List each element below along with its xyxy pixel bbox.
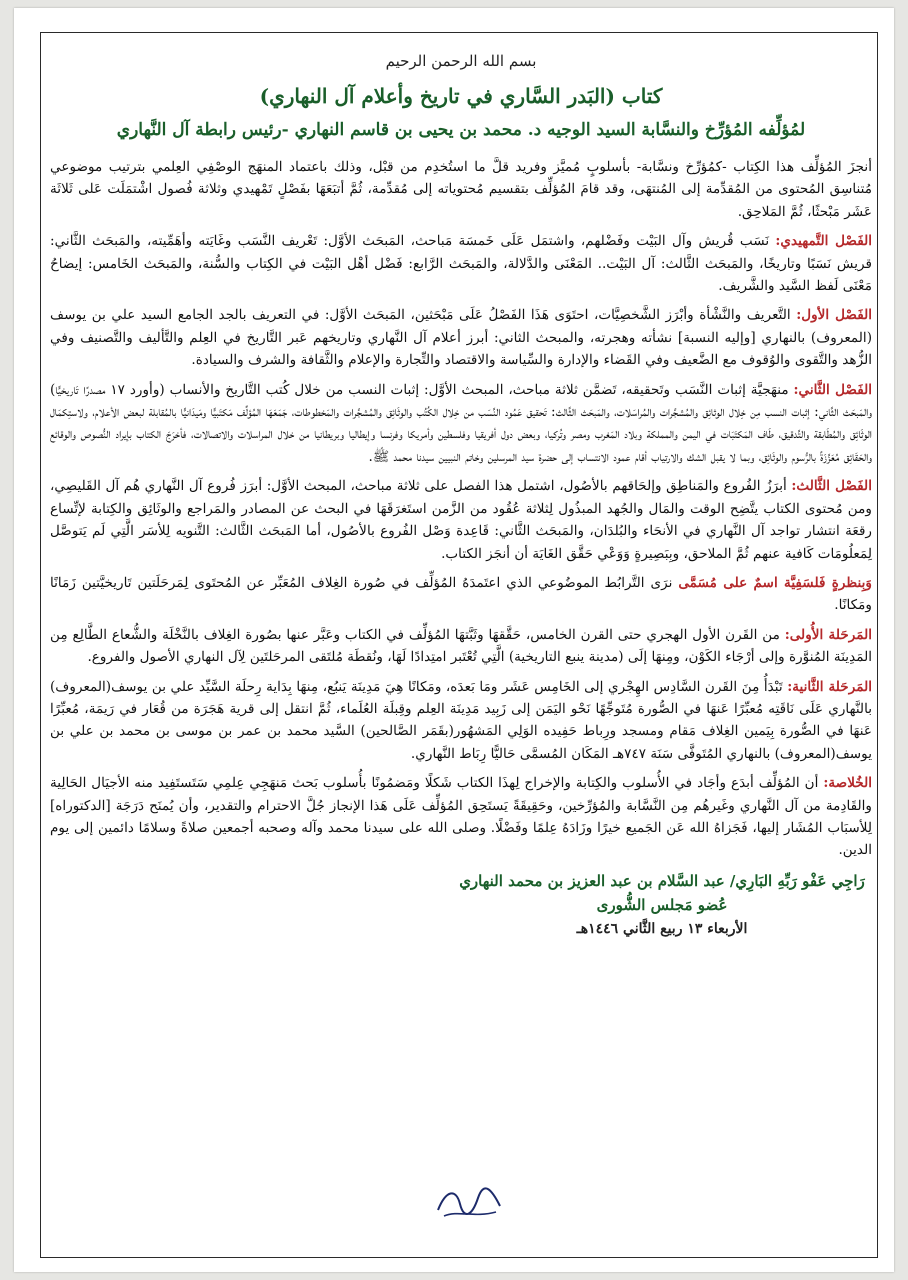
paragraph-summary [50, 772, 872, 862]
document-content [50, 38, 872, 941]
section-heading: المَرحَلة الأُولى: [784, 626, 873, 643]
section-heading: الفَصْل الثَّالث: [791, 478, 872, 495]
section-heading: الفَصْل التَّمهيدي: [775, 233, 872, 250]
section-heading: الفَصْل الأول: [796, 307, 872, 324]
document-sheet [14, 8, 894, 1272]
basmala: بسم الله الرحمن الرحيم [385, 52, 537, 70]
paragraph-stage-one [50, 624, 872, 669]
paragraph-intro [50, 156, 872, 223]
paragraph-text: أنجزَ المُؤلِّف هذا الكِتاب -كمُؤرِّخ ونسَّابة- بأسلوبٍ مُميَّز وفريد قلَّ ما استُخدِم من قبْل، وذلك باعتماد المنهَج الوصْفِي العِلمي بترتيب موضوعي مُتناسِق المُحتوى من المُقدِّمة إلى المُنتهَى، وقد قامَ المُؤلِّف بتقسيم مُحتوياته إلى مُقدِّمة، ثُمَّ أتبَعَهَا بفَصْلٍ تَمْهيدي وثلاثة فُصول اشْتمَلَت عَلى ثَلاثَة عَشَر مَبْحثًا، ثُمَّ المَلاحِق. [50, 159, 872, 220]
paragraph-text: نرَى التَّرابُط الموضُوعي الذي اعتَمدَهُ المُؤلِّف في صُورة الغِلاف المُعَبِّر عن المُحتَوى لِمَرحَلَتين تَاريخيَّتين زَمَانًا ومَكانًا. [50, 574, 872, 614]
paragraph-chapter-three [50, 475, 872, 565]
handwritten-signature [434, 1180, 504, 1224]
author-line: لمُؤلِّفه المُؤرِّخ والنسَّابة السيد الوجيه د. محمد بن يحيى بن قاسم النهاري -رئيس رابطة آل النَّهاري [116, 120, 806, 140]
signature-title: عُضو مَجلس الشُّورى [596, 895, 728, 914]
section-heading: الفَصْل الثَّاني: [793, 381, 872, 398]
section-heading: وَبِنظرةٍ فَلسَفِيَّة اسمٌ على مُسَمَّى [678, 574, 872, 591]
paragraph-text: أبرَزُ الفُروع والمَناطِق وإلحَاقهم بالأصُول، اشتمل هذا الفصل على ثلاثة مباحث، المبحث الأوَّل: أبرَز فُروع آل النَّهاري هُم آل القَليصِي، ومن مُحتوى الكتاب يتَّضِح الوقت والمَال والجُهد المبذُول لِثلاثة عُقُود من الزَّمن استَغرَقَهَا في البحث عن المصادر والمَراجع والوثَائِق والكِتابة لإتِّساع رقعَة انتشار تواجد آل النَّهاري في الأنحَاء والبُلدَان، والمَبحَث الثَّاني: قَاعِدة وَصْل الفُروع بالأصُول، أما المَبحَث الثَّالث: التَّنويه لِلأسَر الَّتِي لَم يَتوصَّل لِمَعلُومَات كَافية عنهم ثُمَّ الملاحق، وبِبَصِيرةٍ وَوَعْي حَقَّق الغَايَة أن أنجَز الكتاب. [50, 478, 873, 562]
section-heading: الخُلاصة: [823, 775, 872, 792]
section-heading: المَرحَلة الثَّانية: [787, 678, 872, 695]
paragraph-text: تَبْدَأُ مِنَ القَرن السَّادِس الهِجْري إلى الخَامِس عَشَر ومَا بَعدَه، ومَكانًا هِيَ مَدِينَة يَنبُع، مِنهَا بِدَاية رِحلَة السَّيِّد علي بن يوسف(المعروف) بالنَّهاري عَلَى نَاقَتِه مُعبِّرًا عَنهَا في الصُّورة مُتَوجِّهًا نَحْو اليَمَن إلى زَبِيد مَدِينَة العِلم وقِبلَة العُلَماء، ثُمَّ انتقل إلى قرية هَجَرَة من قُعَار في رَيمَة، مُعبِّرًا عَنهَا في الصُّورة بِيَمين الغِلاف مَقام ومسجد ورِباط حَفِيده الوَلِي المَشهُور(بقَمَر الصَّالحين) السَّيد محمد بن عمر بن موسى بن محمد بن علي بن يوسف(المعروف) بالنهاري المُتَوفَّى سَنَة ٧٤٧هـ المَكَان المُسمَّى حَاليًّا رِبَاط النَّهاري. [50, 678, 872, 762]
paragraph-text: منهَجيَّة إثبات النَّسَب وتَحقيقه، تَضمَّن ثلاثة مباحث، المبحث الأوَّل: إثبات النسب من خلال كُتب التَّاريخ والأنساب (وأورد ١٧ مصدرًا تَاريخيًّا) والمَبحَث الثَّاني: إثبات النسب مِن خِلال الوثائِق والمُشجَّرات والمُراسَلات، والمَبحَث الثَّالث: تَحقيق عَمُود النَّسَب من خِلال الكُتُب والوثَائِق والمُشجَّرات والمَخطوطات، جَمَعَهَا المُؤلِّف مَكتَبيًّا ومَيدَانيًّا بالمُقابلة لبعض الأعلام، ولاستِكمَال الوثَائِق والمُطَابقة والتَّدقيق، طَاف المَكتَبَات في اليمن والمملكة وبلاد المَغرب ومصر وتُركيا، وبعض دول أفريقيا وفلسطين وأمريكا وفرنسا وإيطاليا وبريطانيا من خلال المراسلات والاتصالات، فأخرَجَ الكتاب بإيراد النُّصوص والوقائع والحَقَائِق مُعَزَّزَةً بالرُّسوم والوثَائِق، وبما لا يقبل الشك والارتياب أقام عمود الانتساب إلى حضرة سيد المرسلين وخاتم النبيين سيدنا محمد ﷺ. [50, 381, 872, 465]
paragraph-text: نَسَب قُريش وآل البَيْت وفَضْلهم، واشتمَل عَلَى خَمسَة مَباحث، المَبحَث الأوَّل: تَعْريف النَّسَب وغَايَته وأهَمِّيته، والمَبحَث الثَّاني: قريش نَسَبًا وتاريخًا، والمَبحَث الثَّالث: آل البَيْت.. المَعْنَى والدَّلالة، والمَبحَث الرَّابع: فَضْل أهْل البَيْت في الكِتاب والسُّنة، والمَبحَث الخَامس: إيضاحُ مَعْنَى لَفظ السَّيد والشَّريف. [50, 233, 872, 295]
paragraph-chapter-one [50, 304, 872, 371]
paragraph-chapter-two [50, 379, 872, 469]
paragraph-text: من القَرن الأول الهجري حتى القرن الخامس، حَقَّقهَا وثَبَّتهَا المُؤلِّف في الكتاب وعَبَّر عنها بصُورة الغِلاف بالنَّخْلَة والشُّعاع الطَّالِع مِن المَدِينَة المُنوَّرة وإلى أرْجَاء الكَوْن، ومِنهَا إلَى (مدينة ينبع التاريخية) الَّتِي تُعْتَبر امتِدادًا لَهَا، ونُقطَة مُلتَقى المرحَلتَين لِآل النهاري الأصول والفروع. [50, 626, 872, 666]
book-title: كتاب (البَدر السَّاري في تاريخ وأعلام آل النهاري) [259, 84, 663, 108]
paragraph-text: التَّعريف والنَّشْأة وأبْرَز الشَّخصِيَّات، احتَوَى هَذَا الفَصْلُ عَلَى مَبْحَثين، المَبحَث الأوَّل: في التعريف بالجد الجامع السيد علي بن يوسف (المعروف) بالنهاري [وإليه النسبة] نشأته وهجرته، والمبحث الثاني: أبرز أعلام آل النَّهاري وتاريخهم عَبر التَّاريخ في العِلم والتَّأليف والتَّصنيف وفي الزُّهد والتَّقوى والوُقوف مع الضَّعيف وفي القَضاء والإدارة والسِّياسة والاقتصاد والتِّجارة والإعلام والثَّقافة والشرف والسيادة. [50, 307, 872, 369]
signature-date: الأربعاء ١٣ ربيع الثَّاني ١٤٤٦هـ [576, 920, 748, 937]
paragraph-philosophical-view [50, 572, 872, 617]
signature-block [452, 869, 872, 941]
paragraph-preliminary-chapter [50, 230, 872, 297]
signature-name: رَاجِي عَفْو رَبِّهِ البَارِي/ عبد السَّلام بن عبد العزيز بن محمد النهاري [459, 871, 865, 890]
paragraph-stage-two [50, 676, 872, 766]
paragraph-text: أن المُؤلِّف أبدَع وأجَاد في الأُسلوب والكِتابة والإخراج لِهذَا الكتاب شَكلًا ومَضمُونًا بأُسلوب بَحث مَنهَجِي عِلمِي سَتَستَفِيد منه الأجيَال الحَالِية والقَادِمة من آل النَّهاري وغَيرهُم مِن النَّسَّابة والمُؤرِّخين، وحَقِيقَةً يَستَحِق المُؤلِّف عَلَى هَذا الإنجاز جُلَّ الاحترام والتقدير، وأن يُمنَح دَرَجَة [الدكتوراه] لِلأسبَاب المُشَار إليها، فَجَزاهُ الله عَن الجَميع خيرًا وزَادَهُ عِلمًا وفَضْلًا. وصلى الله على سيدنا محمد وآله وصحبه أجمعين صلاةً وسلامًا دائمين إلى يوم الدين. [50, 775, 872, 859]
